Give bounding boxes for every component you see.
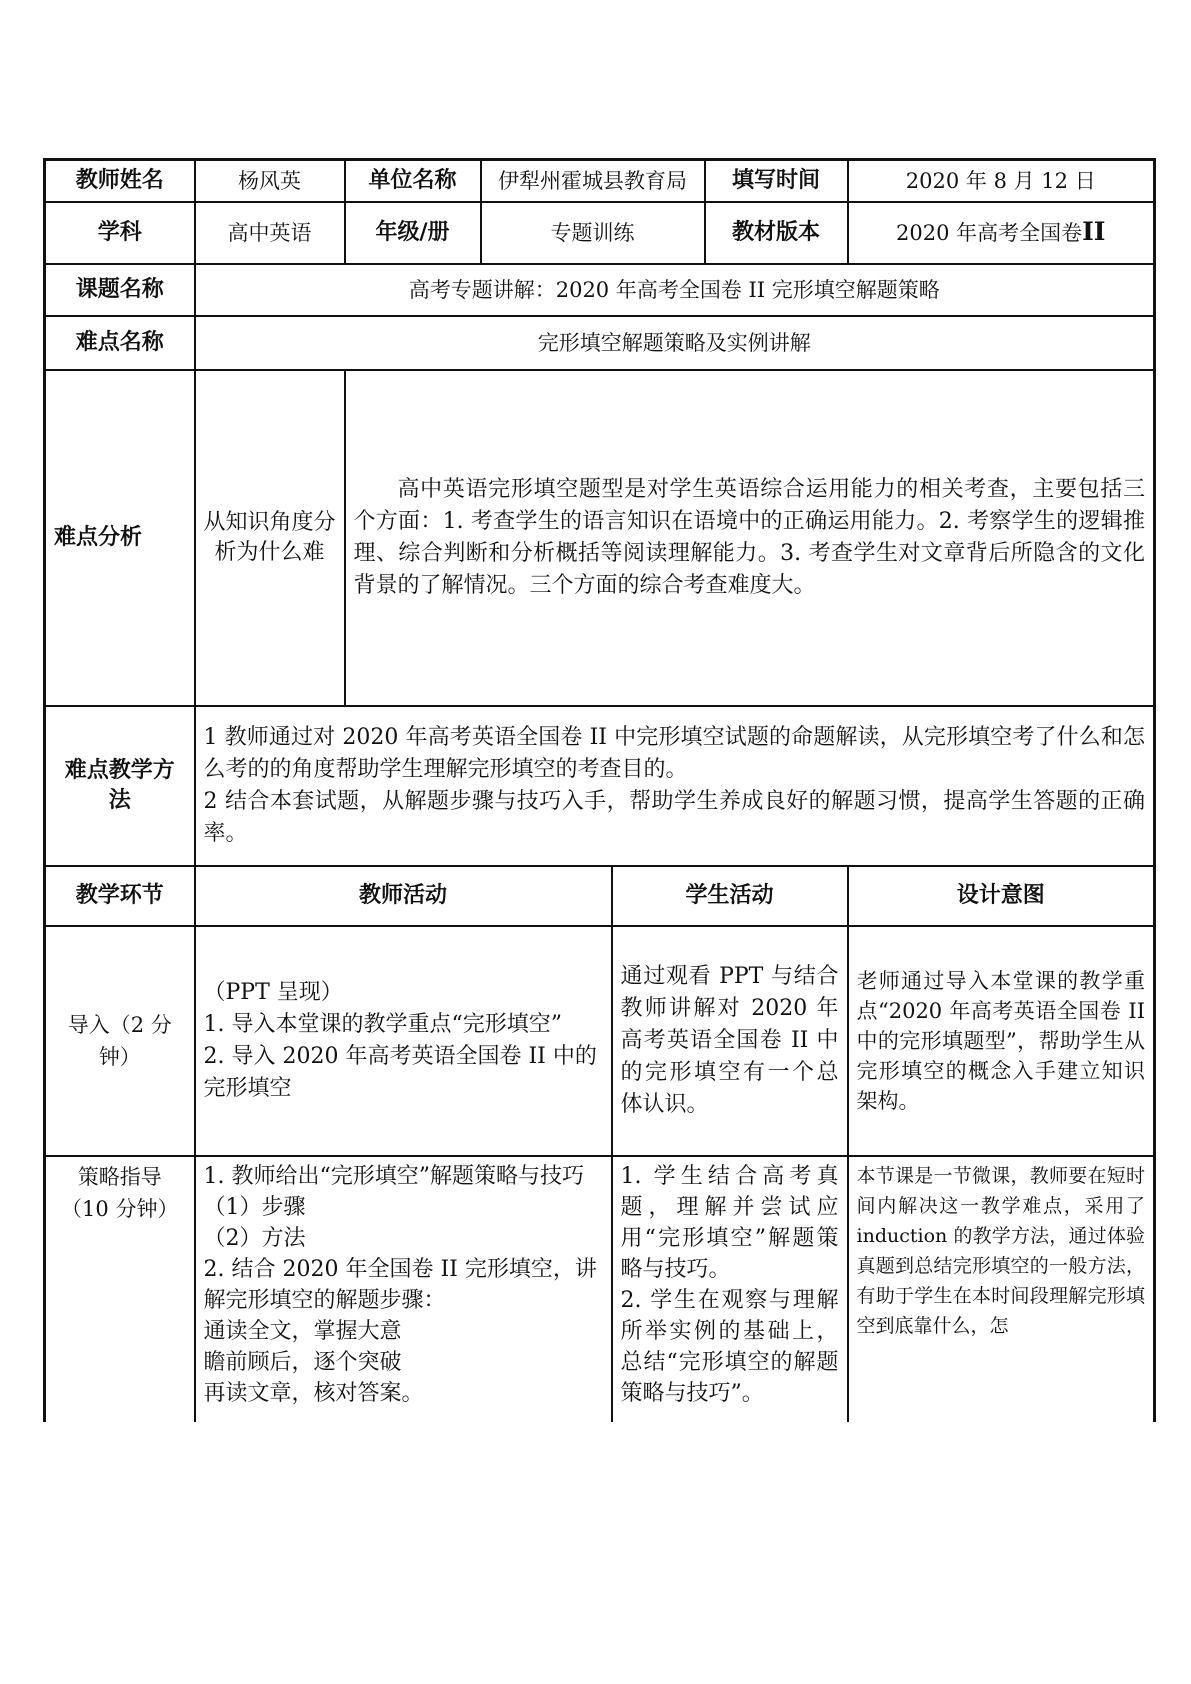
analysis-label: 难点分析 (45, 370, 195, 706)
edition-label: 教材版本 (705, 202, 848, 264)
header-teacher-activity: 教师活动 (195, 866, 612, 926)
lesson-plan-form (43, 158, 1153, 1422)
method-line-1: 1 教师通过对 2020 年高考英语全国卷 II 中完形填空试题的命题解读，从完形填空考了什么和怎么考的的角度帮助学生理解完形填空的考查目的。 (203, 724, 1145, 782)
teacher-activity-line: （1）步骤 (203, 1194, 306, 1220)
unit-name-label: 单位名称 (345, 160, 481, 202)
teacher-name-label: 教师姓名 (45, 160, 195, 202)
student-activity-intro (612, 926, 848, 1156)
topic-value: 高考专题讲解：2020 年高考全国卷 II 完形填空解题策略 (195, 264, 1155, 316)
student-activity-line: 2. 学生在观察与理解所举实例的基础上，总结“完形填空的解题策略与技巧”。 (620, 1287, 839, 1406)
design-intent-strategy: 本节课是一节微课，教师要在短时间内解决这一教学难点，采用了 induction 的教学方法，通过体验真题到总结完形填空的一般方法，有助于学生在本时间段理解完形填空到底靠什么，怎 (848, 1156, 1155, 1422)
stage-strategy: 策略指导（10 分钟） (45, 1156, 195, 1422)
teacher-activity-line: （2）方法 (203, 1225, 306, 1251)
student-activity-line: 1. 学生结合高考真题，理解并尝试应用“完形填空”解题策略与技巧。 (620, 1163, 839, 1282)
analysis-sub-label: 从知识角度分析为什么难 (195, 370, 345, 706)
lesson-plan-table (43, 158, 1156, 1422)
design-intent-intro: 老师通过导入本堂课的教学重点“2020 年高考英语全国卷 II 中的完形填题型”，帮助学生从完形填空的概念入手建立知识架构。 (848, 926, 1155, 1156)
edition-value (848, 202, 1155, 264)
table-row (45, 1156, 1155, 1422)
edition-value-roman: II (1082, 217, 1106, 246)
difficulty-value: 完形填空解题策略及实例讲解 (195, 316, 1155, 370)
teacher-activity-strategy (195, 1156, 612, 1422)
method-label: 难点教学方法 (45, 706, 195, 866)
teacher-activity-line: 2. 结合 2020 年全国卷 II 完形填空，讲解完形填空的解题步骤： (203, 1256, 597, 1313)
teacher-activity-line: 2. 导入 2020 年高考英语全国卷 II 中的完形填空 (203, 1043, 597, 1101)
header-stage: 教学环节 (45, 866, 195, 926)
teacher-activity-line: 1. 教师给出“完形填空”解题策略与技巧 (203, 1163, 584, 1189)
student-activity-strategy (612, 1156, 848, 1422)
header-student-activity: 学生活动 (612, 866, 848, 926)
teacher-name-value: 杨风英 (195, 160, 345, 202)
subject-label: 学科 (45, 202, 195, 264)
teacher-activity-line: 再读文章，核对答案。 (203, 1380, 424, 1406)
header-design-intent: 设计意图 (848, 866, 1155, 926)
unit-name-value: 伊犁州霍城县教育局 (481, 160, 705, 202)
grade-label: 年级/册 (345, 202, 481, 264)
student-activity-line: 通过观看 PPT 与结合教师讲解对 2020 年高考英语全国卷 II 中的完形填空有一个总体认识。 (620, 963, 839, 1117)
teacher-activity-line: 通读全文，掌握大意 (203, 1318, 402, 1344)
stage-intro: 导入（2 分钟） (45, 926, 195, 1156)
grade-value: 专题训练 (481, 202, 705, 264)
topic-label: 课题名称 (45, 264, 195, 316)
method-line-2: 2 结合本套试题，从解题步骤与技巧入手，帮助学生养成良好的解题习惯，提高学生答题的正确率。 (203, 788, 1145, 846)
analysis-text: 高中英语完形填空题型是对学生英语综合运用能力的相关考查，主要包括三个方面：1. 考查学生的语言知识在语境中的正确运用能力。2. 考察学生的逻辑推理、综合判断和分析概括等阅读理解能力。3. 考查学生对文章背后所隐含的文化背景的了解情况。三个方面的综合考查难度大。 (345, 370, 1155, 706)
fill-date-label: 填写时间 (705, 160, 848, 202)
difficulty-label: 难点名称 (45, 316, 195, 370)
subject-value: 高中英语 (195, 202, 345, 264)
edition-value-text: 2020 年高考全国卷 (895, 221, 1083, 245)
teacher-activity-line: 瞻前顾后，逐个突破 (203, 1349, 402, 1375)
teacher-activity-intro (195, 926, 612, 1156)
teacher-activity-line: （PPT 呈现） (203, 979, 343, 1005)
fill-date-value: 2020 年 8 月 12 日 (848, 160, 1155, 202)
teacher-activity-line: 1. 导入本堂课的教学重点“完形填空” (203, 1011, 562, 1037)
method-text (195, 706, 1155, 866)
table-row (45, 926, 1155, 1156)
